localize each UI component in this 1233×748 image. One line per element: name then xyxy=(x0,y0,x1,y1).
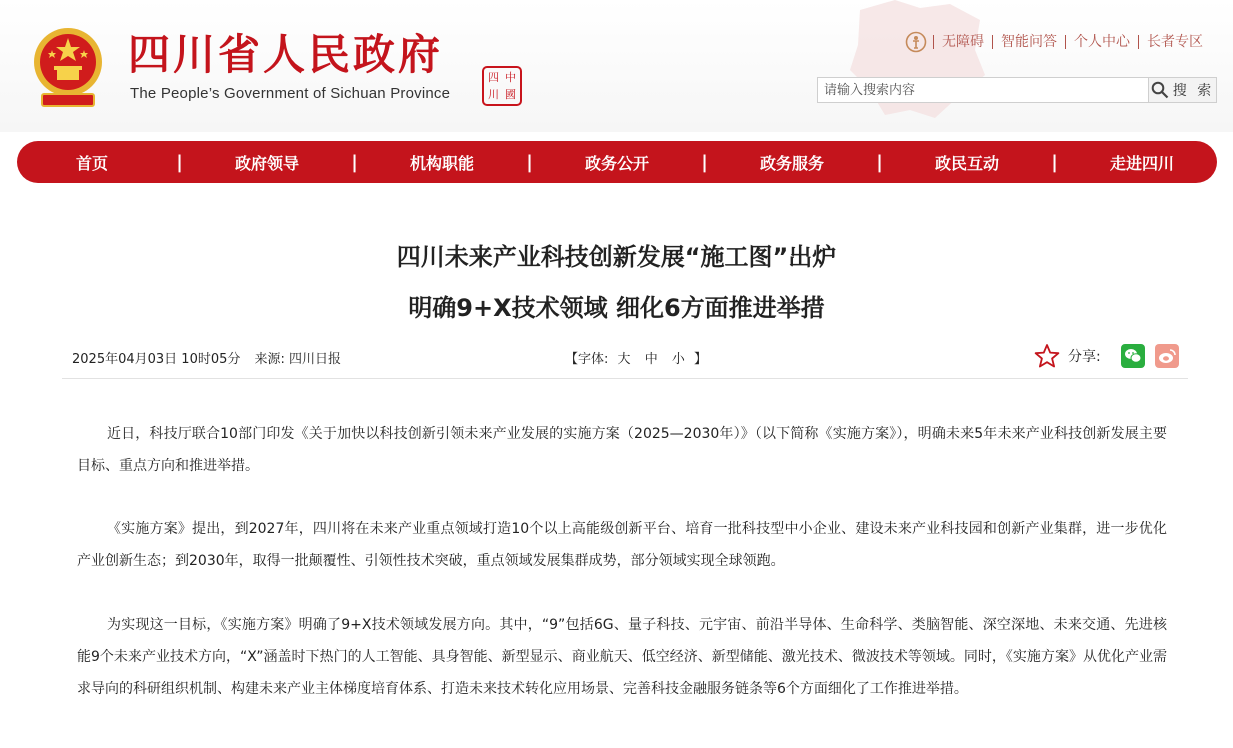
link-personal-center[interactable]: 个人中心 xyxy=(1074,34,1130,50)
wechat-icon xyxy=(1124,348,1142,364)
site-subtitle: The People’s Government of Sichuan Province xyxy=(130,85,451,102)
article-paragraph: 为实现这一目标，《实施方案》明确了9+X技术领域发展方向。其中，“9”包括6G、量子科技、元宇宙、前沿半导体、生命科学、类脑智能、深空深地、未来交通、先进核能9个未来产业技术方向，“X”涵盖时下热门的人工智能、具身智能、新型显示、商业航天、低空经济、新型储能、激光技术、微波技术等领域。同时，《实施方案》从优化产业需求导向的科研组织机制、构建未来产业主体梯度培育体系、打造未来技术转化应用场景、完善科技金融服务链条等6个方面细化了工作推进举措。 xyxy=(77,617,1167,697)
star-icon[interactable] xyxy=(1034,343,1060,369)
search-input[interactable] xyxy=(817,77,1149,103)
weibo-icon xyxy=(1158,348,1176,364)
font-size-label: 【字体: xyxy=(565,352,609,367)
national-emblem-icon xyxy=(30,24,106,110)
accessibility-icon[interactable] xyxy=(905,31,927,53)
nav-separator: | xyxy=(176,151,183,173)
article-meta xyxy=(72,351,351,369)
nav-separator: | xyxy=(876,151,883,173)
nav-item-leaders[interactable]: 政府领导 xyxy=(234,153,299,173)
share-wechat-button[interactable] xyxy=(1121,344,1145,368)
link-smart-qa[interactable]: 智能问答 xyxy=(1001,34,1057,50)
seal-char: 川 xyxy=(488,88,499,101)
seal-char: 四 xyxy=(488,71,499,84)
site-header xyxy=(0,0,1233,132)
search-icon xyxy=(1151,81,1169,99)
article-subtitle: 明确9+X技术领域 细化6方面推进举措 xyxy=(408,294,825,322)
nav-separator: | xyxy=(1051,151,1058,173)
search-button[interactable] xyxy=(1148,77,1217,103)
font-size-switcher xyxy=(565,351,707,369)
font-size-small[interactable]: 小 xyxy=(671,352,685,367)
nav-separator: | xyxy=(701,151,708,173)
article-paragraph: 《实施方案》提出，到2027年，四川将在未来产业重点领域打造10个以上高能级创新平台、培育一批科技型中小企业、建设未来产业科技园和创新产业集群，进一步优化产业创新生态；到2030年，取得一批颠覆性、引领性技术突破，重点领域发展集群成势，部分领域实现全球领跑。 xyxy=(77,521,1167,569)
share-label: 分享: xyxy=(1068,349,1101,365)
nav-separator: | xyxy=(526,151,533,173)
font-size-bracket: 】 xyxy=(694,352,708,367)
link-elderly-zone[interactable]: 长者专区 xyxy=(1147,34,1203,50)
article-source: 来源: 四川日报 xyxy=(254,352,342,367)
nav-item-interaction[interactable]: 政民互动 xyxy=(934,153,999,173)
share-weibo-button[interactable] xyxy=(1155,344,1179,368)
article-paragraph: 近日，科技厅联合10部门印发《关于加快以科技创新引领未来产业发展的实施方案（2025—2030年）》（以下简称《实施方案》），明确未来5年未来产业科技创新发展主要目标、重点方向和推进举措。 xyxy=(77,426,1167,474)
link-accessibility[interactable]: 无障碍 xyxy=(942,34,984,50)
nav-item-services[interactable]: 政务服务 xyxy=(759,153,824,173)
nav-item-institutions[interactable]: 机构职能 xyxy=(409,153,474,173)
china-seal-logo xyxy=(482,66,522,106)
seal-char: 中 xyxy=(505,71,516,84)
article-title: 四川未来产业科技创新发展“施工图”出炉 xyxy=(396,243,837,271)
publish-date: 2025年04月03日 10时05分 xyxy=(72,352,241,367)
main-nav xyxy=(17,141,1217,183)
meta-divider xyxy=(62,378,1188,379)
nav-item-public-affairs[interactable]: 政务公开 xyxy=(584,153,649,173)
font-size-large[interactable]: 大 xyxy=(617,352,631,367)
search-button-label: 搜 索 xyxy=(1172,83,1215,99)
nav-item-home[interactable]: 首页 xyxy=(75,153,108,173)
nav-item-about-sichuan[interactable]: 走进四川 xyxy=(1109,153,1174,173)
site-title[interactable]: 四川省人民政府 xyxy=(128,30,444,79)
nav-separator: | xyxy=(351,151,358,173)
seal-char: 國 xyxy=(505,88,516,101)
share-bar xyxy=(1034,343,1189,369)
top-links xyxy=(905,28,1211,56)
font-size-medium[interactable]: 中 xyxy=(644,352,658,367)
